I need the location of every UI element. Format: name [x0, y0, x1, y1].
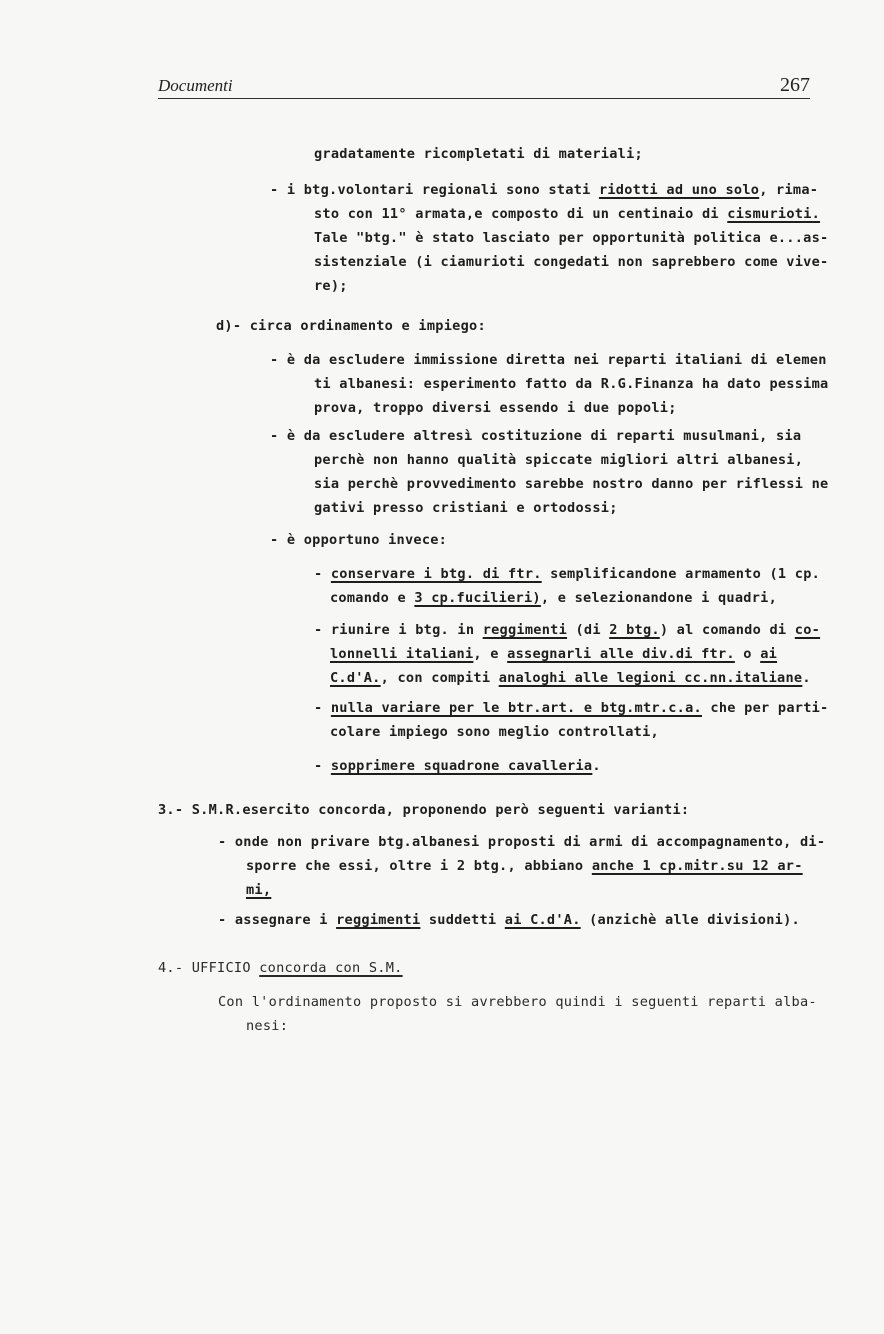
text-segment: (di	[567, 622, 610, 638]
underlined-text: ridotti ad uno solo	[598, 182, 760, 198]
underlined-text: 2 btg.	[609, 622, 660, 638]
text-line	[314, 758, 601, 774]
text-line	[314, 700, 829, 716]
page-header	[158, 74, 810, 99]
text-line	[314, 476, 828, 492]
underlined-text: mi,	[246, 882, 272, 898]
underlined-text: co-	[794, 622, 821, 638]
text-line	[246, 1018, 288, 1034]
text-line	[314, 206, 820, 222]
text-line	[270, 182, 818, 198]
text-line	[314, 622, 820, 638]
underlined-text: concorda con S.M.	[259, 960, 403, 976]
underlined-text: ai C.d'A.	[504, 912, 581, 928]
text-line	[218, 994, 817, 1010]
text-line	[216, 318, 486, 334]
underlined-text: lonnelli italiani	[330, 646, 474, 662]
text-segment: perchè non hanno qualità spiccate migliori altri albanesi,	[314, 452, 804, 468]
text-line	[218, 912, 800, 928]
text-line	[314, 452, 803, 468]
text-segment: -	[314, 758, 331, 774]
text-segment: suddetti	[420, 912, 505, 928]
underlined-text: C.d'A.	[330, 670, 381, 686]
underlined-text: ai	[760, 646, 778, 662]
text-line	[330, 590, 777, 606]
underlined-text: assegnarli alle div.di ftr.	[507, 646, 735, 662]
text-line	[314, 566, 820, 582]
text-segment: o	[734, 646, 761, 662]
underlined-text: analoghi alle legioni cc.nn.italiane	[498, 670, 803, 686]
text-segment: , e selezionandone i quadri,	[540, 590, 778, 606]
underlined-text: reggimenti	[336, 912, 421, 928]
underlined-text: 3 cp.fucilieri)	[414, 590, 541, 606]
text-segment: prova, troppo diversi essendo i due popoli;	[314, 400, 677, 416]
text-segment: nesi:	[246, 1018, 289, 1034]
text-segment: , rima-	[759, 182, 819, 198]
text-line	[270, 428, 801, 444]
text-segment: - è opportuno invece:	[270, 532, 448, 548]
text-line	[330, 670, 811, 686]
text-segment: - assegnare i	[218, 912, 337, 928]
text-line	[314, 230, 828, 246]
text-segment: re);	[314, 278, 348, 294]
text-segment: comando e	[330, 590, 415, 606]
text-segment: sistenziale (i ciamurioti congedati non saprebbero come vive-	[314, 254, 829, 270]
text-line	[246, 882, 271, 898]
text-line	[314, 376, 828, 392]
text-line	[314, 278, 348, 294]
text-segment: 4.- UFFICIO	[158, 960, 260, 976]
text-segment: , con compiti	[380, 670, 499, 686]
text-segment: gativi presso cristiani e ortodossi;	[314, 500, 618, 516]
text-line	[246, 858, 803, 874]
text-line	[314, 400, 677, 416]
text-segment: ) al comando di	[659, 622, 795, 638]
text-segment: ti albanesi: esperimento fatto da R.G.Finanza ha dato pessima	[314, 376, 829, 392]
text-segment: semplificandone armamento (1 cp.	[541, 566, 821, 582]
underlined-text: reggimenti	[482, 622, 568, 638]
underlined-text: nulla variare per le btr.art. e btg.mtr.c.a.	[330, 700, 702, 716]
text-segment: - è da escludere immissione diretta nei reparti italiani di elemen	[270, 352, 827, 368]
text-segment: -	[314, 566, 331, 582]
text-segment: Con l'ordinamento proposto si avrebbero quindi i seguenti reparti alba-	[218, 994, 817, 1010]
text-segment: che per parti-	[701, 700, 829, 716]
text-line	[270, 532, 447, 548]
text-segment: gradatamente ricompletati di materiali;	[314, 146, 643, 162]
underlined-text: conservare i btg. di ftr.	[330, 566, 542, 582]
text-line	[158, 960, 403, 976]
text-segment: - onde non privare btg.albanesi proposti di armi di accompagnamento, di-	[218, 834, 826, 850]
text-line	[330, 724, 659, 740]
text-line	[314, 500, 618, 516]
text-line	[314, 146, 643, 162]
text-segment: d)- circa ordinamento e impiego:	[216, 318, 486, 334]
text-line	[314, 254, 828, 270]
text-line	[158, 802, 689, 818]
text-segment: - riunire i btg. in	[314, 622, 483, 638]
text-line	[218, 834, 825, 850]
text-segment: sia perchè provvedimento sarebbe nostro danno per riflessi ne	[314, 476, 829, 492]
text-segment: Tale "btg." è stato lasciato per opportunità politica e...as-	[314, 230, 829, 246]
running-title: Documenti	[158, 76, 233, 95]
text-line	[330, 646, 777, 662]
text-segment: - è da escludere altresì costituzione di reparti musulmani, sia	[270, 428, 802, 444]
text-segment: - i btg.volontari regionali sono stati	[270, 182, 599, 198]
text-segment: 3.- S.M.R.esercito concorda, proponendo però seguenti varianti:	[158, 802, 690, 818]
underlined-text: anche 1 cp.mitr.su 12 ar-	[591, 858, 803, 874]
underlined-text: sopprimere squadrone cavalleria	[330, 758, 593, 774]
text-segment: -	[314, 700, 331, 716]
text-segment: sporre che essi, oltre i 2 btg., abbiano	[246, 858, 592, 874]
page-number: 267	[780, 74, 810, 96]
text-segment: , e	[473, 646, 508, 662]
text-segment: (anzichè alle divisioni).	[580, 912, 800, 928]
text-line	[270, 352, 827, 368]
text-segment: .	[802, 670, 811, 686]
text-segment: colare impiego sono meglio controllati,	[330, 724, 659, 740]
text-segment: sto con 11° armata,e composto di un centinaio di	[314, 206, 728, 222]
text-segment: .	[592, 758, 601, 774]
underlined-text: cismurioti.	[727, 206, 821, 222]
